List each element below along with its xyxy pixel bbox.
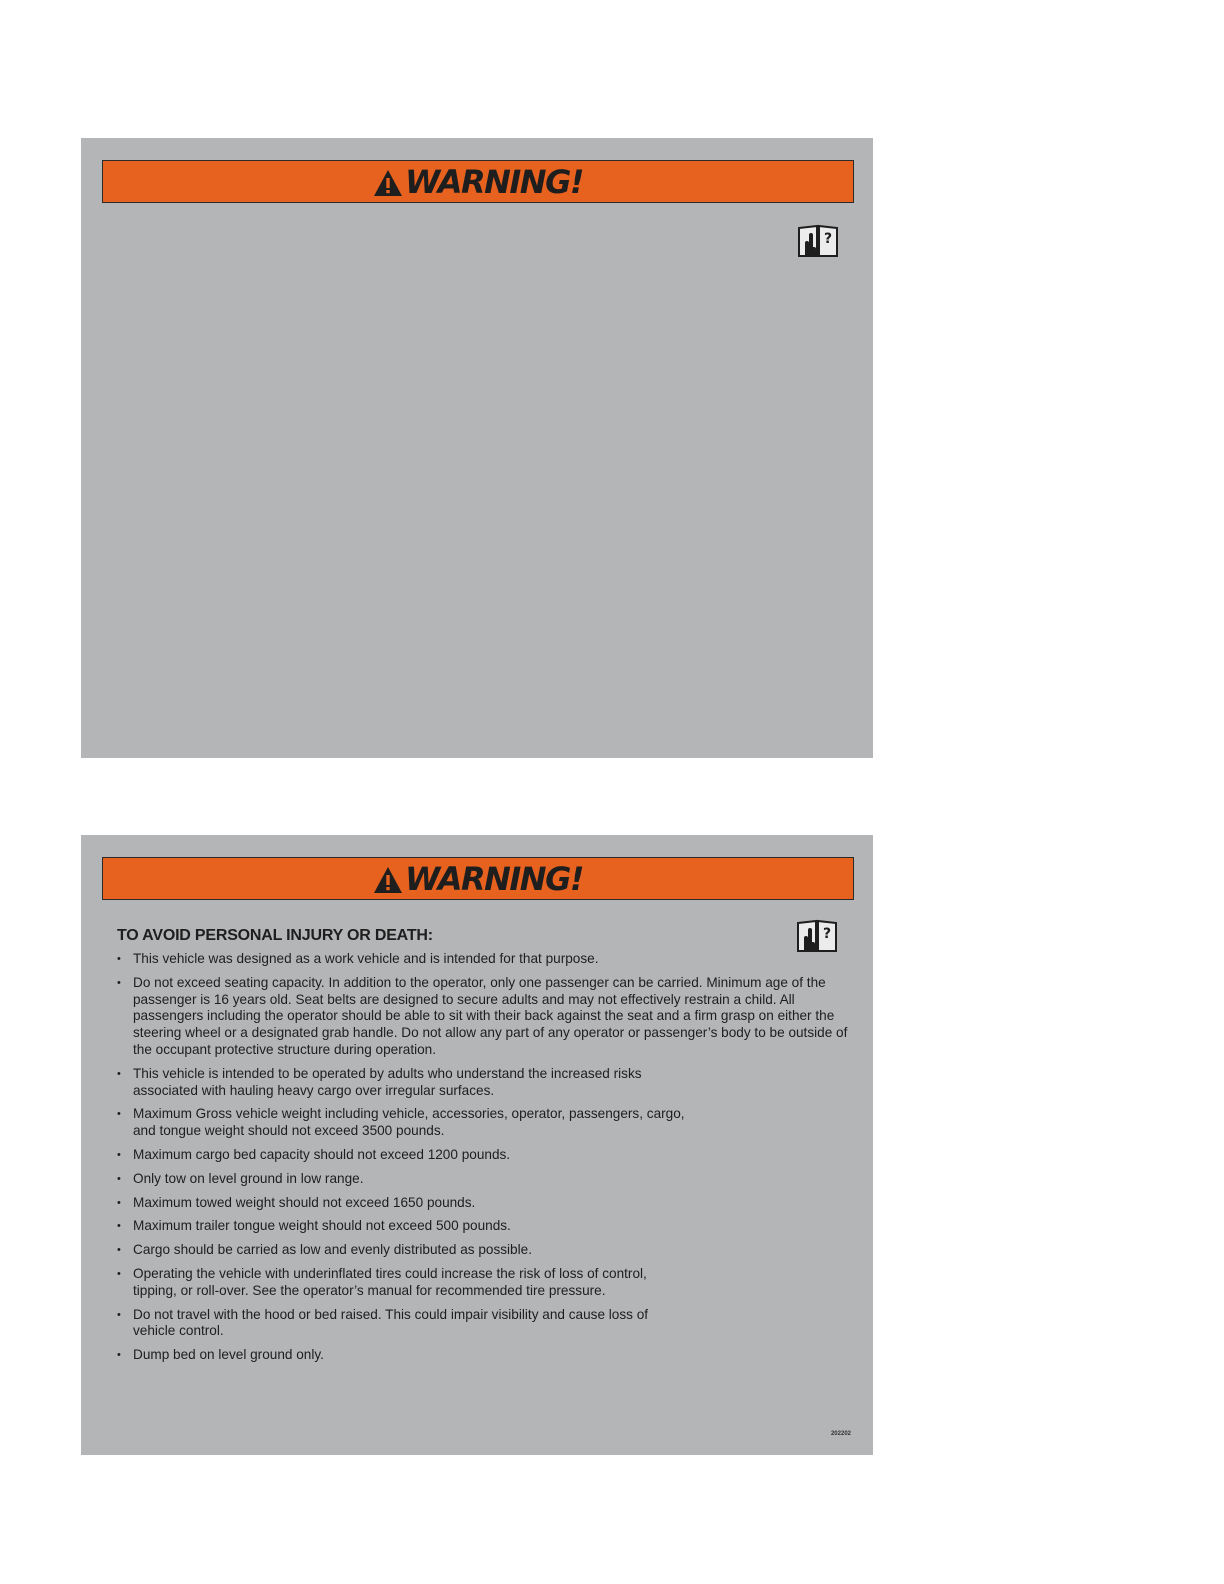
read-manual-icon bbox=[796, 223, 840, 259]
bullet-item: • Maximum Gross vehicle weight including vehicle, accessories, operator, passengers, cargo, and tongue weight should not exceed 3500 pounds. bbox=[117, 1106, 693, 1140]
bullet-item: • Maximum towed weight should not exceed 1650 pounds. bbox=[117, 1195, 857, 1212]
bullet-item: • This vehicle is intended to be operated by adults who understand the increased risks associated with hauling heavy cargo over irregular surfaces. bbox=[117, 1066, 693, 1100]
bullet-item: • Do not travel with the hood or bed raised. This could impair visibility and cause loss of vehicle control. bbox=[117, 1307, 693, 1341]
bullet-item: • This vehicle was designed as a work vehicle and is intended for that purpose. bbox=[117, 951, 857, 968]
warning-label bbox=[81, 835, 873, 1455]
label-heading: TO AVOID PERSONAL INJURY OR DEATH: bbox=[117, 927, 433, 944]
bullet-item: • Cargo should be carried as low and evenly distributed as possible. bbox=[117, 1242, 857, 1259]
warning-triangle-icon bbox=[373, 866, 403, 894]
warning-triangle-icon bbox=[373, 169, 403, 197]
bullet-item: • Dump bed on level ground only. bbox=[117, 1347, 857, 1364]
svg-text:?: ? bbox=[823, 231, 833, 247]
warning-bullet-list bbox=[117, 951, 857, 1371]
bullet-item: • Only tow on level ground in low range. bbox=[117, 1171, 857, 1188]
bullet-item: • Do not exceed seating capacity. In addition to the operator, only one passenger can be carried. Minimum age of the passenger is 16 years old. Seat belts are designed to secure adults and may not effectively restrain a child. All passengers including the operator should be able to sit with their back against the seat and a firm grasp on either the steering wheel or a designated grab handle. Do not allow any part of any operator or passenger’s body to be outside of the occupant protective structure during operation. bbox=[117, 975, 857, 1059]
warning-title: WARNING! bbox=[405, 859, 583, 898]
read-manual-icon bbox=[795, 918, 839, 954]
bullet-item: • Maximum trailer tongue weight should not exceed 500 pounds. bbox=[117, 1218, 857, 1235]
warning-label-blank bbox=[81, 138, 873, 758]
svg-text:?: ? bbox=[822, 926, 832, 942]
bullet-item: • Maximum cargo bed capacity should not exceed 1200 pounds. bbox=[117, 1147, 857, 1164]
part-number: 202202 bbox=[830, 1431, 851, 1437]
warning-title: WARNING! bbox=[405, 162, 583, 201]
warning-banner bbox=[102, 160, 854, 203]
warning-banner bbox=[102, 857, 854, 900]
bullet-item: • Operating the vehicle with underinflated tires could increase the risk of loss of control, tipping, or roll-over. See the operator’s manual for recommended tire pressure. bbox=[117, 1266, 693, 1300]
